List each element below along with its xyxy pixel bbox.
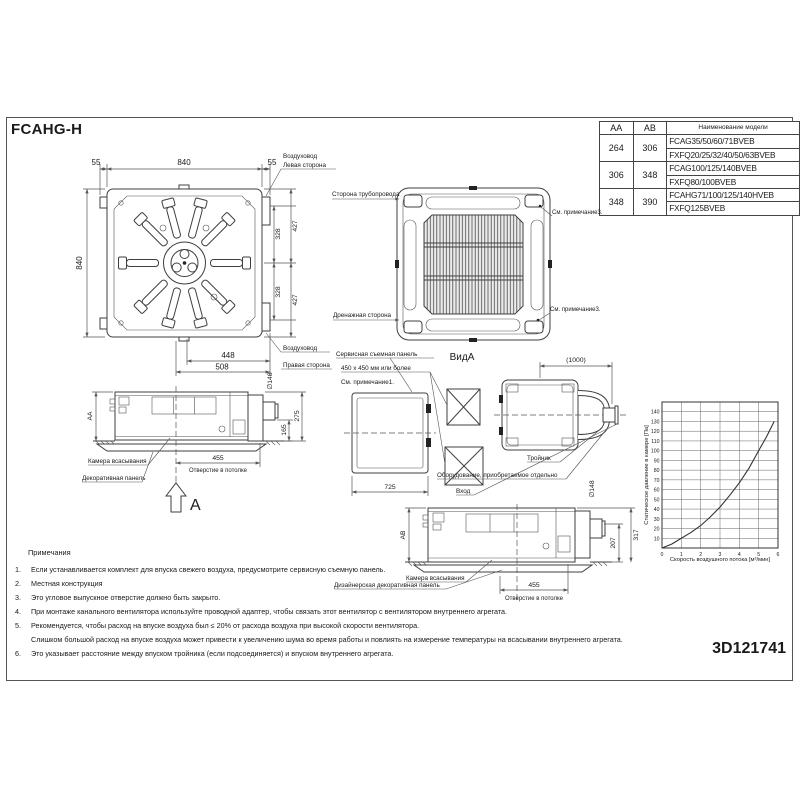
label-tee: Тройник (527, 455, 551, 462)
dim-725: 725 (384, 484, 396, 491)
fan-curve (662, 421, 774, 548)
col-header-ab: AB (633, 122, 667, 135)
label-service-size: 450 x 450 мм или более (341, 365, 411, 372)
dim-455-ab: 455 (528, 582, 540, 589)
label-suction-ab: Камера всасывания (406, 575, 465, 582)
chart-y-tick: 90 (653, 458, 660, 465)
note-number: 5. (15, 621, 21, 630)
top-view-drawing (75, 153, 336, 376)
model-name: FCAG100/125/140BVEB (667, 162, 800, 175)
note-text: Слишком большой расход на впуске воздуха может привести к увеличению шума во время работы и повлиять на измерение температуры на всасывании внутреннего агрегата. (31, 635, 623, 644)
fan-rotor (119, 198, 251, 329)
label-equipment: Оборудование, приобретаемое отдельно (437, 472, 558, 479)
model-dim-value: 348 (600, 189, 634, 216)
dim-840-top: 840 (177, 158, 191, 167)
chart-x-tick: 5 (757, 552, 761, 558)
tee-outlet (603, 408, 615, 422)
dim-1000: (1000) (566, 357, 586, 364)
label-service-panel: Сервисная съемная панель (336, 351, 418, 358)
duct-flange (263, 402, 275, 420)
note-item (15, 594, 645, 602)
view-a-caption: ВидA (449, 352, 475, 363)
label-inlet: Вход (456, 488, 471, 495)
note-text: Если устанавливается комплект для впуска свежего воздуха, предусмотрите сервисную съемную панель. (31, 565, 386, 574)
note-item (15, 566, 645, 574)
notes-section (15, 548, 645, 664)
chart-x-axis-label: Скорость воздушного потока [м³/мин] (669, 557, 771, 563)
label-ceiling-hole-aa: Отверстие в потолке (188, 468, 248, 474)
model-dim-value: 306 (600, 162, 634, 189)
section-aa-drawing (82, 372, 306, 514)
label-duct-right-1: Воздуховод (283, 345, 318, 352)
chart-x-tick: 3 (718, 552, 722, 558)
notes-heading: Примечания (28, 548, 71, 557)
label-duct-left-2: Левая сторона (283, 162, 327, 169)
drawing-title: FCAHG-H (11, 121, 83, 138)
dim-455-aa: 455 (212, 455, 224, 462)
chart-y-tick: 70 (653, 477, 660, 484)
note-item (15, 650, 645, 658)
view-a-drawing (332, 186, 603, 363)
label-decor-panel: Декоративная панель (82, 475, 146, 482)
fan-curve-chart (644, 402, 780, 563)
note-item (15, 636, 645, 644)
note-text: При монтаже канального вентилятора используйте проводной адаптер, чтобы связать этот вентилятор с вентилятором внутреннего агрегата. (31, 607, 508, 616)
chart-y-tick: 140 (650, 409, 660, 416)
dim-317: 317 (633, 529, 640, 541)
tee-inlet-drawing (437, 357, 628, 498)
col-header-aa: AA (600, 122, 634, 135)
dim-427-lower: 427 (292, 294, 299, 306)
note-text: Рекомендуется, чтобы расход на впуске воздуха был ≤ 20% от расхода воздуха при высокой скорости вентилятора. (31, 621, 420, 630)
note-item (15, 580, 645, 588)
col-header-model: Наименование модели (667, 122, 800, 135)
dim-165: 165 (281, 424, 288, 436)
note-number: 1. (15, 565, 21, 574)
decor-panel-shape (97, 444, 266, 451)
chart-y-tick: 120 (650, 429, 660, 436)
label-see-note3-top: См. примечание3. (552, 210, 603, 216)
model-dim-value: 390 (633, 189, 667, 216)
dim-55-left: 55 (91, 158, 101, 167)
note-number: 2. (15, 579, 21, 588)
label-designer-panel: Дизайнерская декоративная панель (334, 582, 440, 589)
duct-flange-right-side (262, 303, 270, 331)
dim-55-right: 55 (267, 158, 277, 167)
model-dim-value: 348 (633, 162, 667, 189)
air-outlet-top (426, 197, 520, 209)
model-dim-value: 264 (600, 135, 634, 162)
label-drain-side: Дренажная сторона (333, 312, 392, 319)
duct-flange-left-side (262, 197, 270, 225)
air-outlet-left (404, 220, 416, 310)
chart-x-tick: 1 (679, 552, 683, 558)
dim-840-left: 840 (75, 256, 84, 270)
chart-y-tick: 80 (653, 468, 660, 475)
view-direction-arrow-icon (166, 483, 186, 512)
chart-y-tick: 10 (653, 536, 660, 543)
chart-y-axis-label: Статическое давление в камере [Па] (644, 425, 650, 525)
model-name: FCAHG71/100/125/140HVEB (667, 189, 800, 202)
chart-y-tick: 40 (653, 507, 660, 514)
duct-flange-ab (590, 519, 602, 538)
label-suction-aa: Камера всасывания (88, 458, 147, 465)
dim-dia148-ab: ∅148 (589, 480, 596, 498)
note-number (15, 636, 31, 644)
dim-dia148-aa: ∅148 (267, 372, 274, 390)
model-name: FXFQ20/25/32/40/50/63BVEB (667, 148, 800, 161)
air-outlet-bottom (426, 319, 520, 331)
suction-grille (424, 215, 523, 314)
label-duct-right-2: Правая сторона (283, 362, 330, 369)
document-number: 3D121741 (712, 640, 786, 657)
dim-ab: АВ (400, 530, 407, 540)
view-a-letter: A (190, 497, 201, 514)
model-dim-value: 306 (633, 135, 667, 162)
chart-x-tick: 4 (737, 552, 741, 558)
air-outlet-right (531, 220, 543, 310)
note-item (15, 622, 645, 630)
chart-y-tick: 50 (653, 497, 660, 504)
dim-328-upper: 328 (275, 228, 282, 240)
dim-275: 275 (294, 410, 301, 422)
chart-x-tick: 0 (660, 552, 664, 558)
model-name: FCAG35/50/60/71BVEB (667, 135, 800, 148)
dim-207: 207 (610, 537, 617, 549)
note-number: 4. (15, 607, 21, 616)
chart-y-tick: 60 (653, 487, 660, 494)
note-text: Это указывает расстояние между впуском тройника (если подсоединяется) и впуском внутреннего агрегата. (31, 649, 394, 658)
label-ceiling-hole-ab: Отверстие в потолке (504, 596, 564, 602)
chart-x-tick: 2 (699, 552, 703, 558)
label-piping-side: Сторона трубопровода (332, 191, 400, 198)
duct-housing (248, 395, 263, 441)
dim-427-upper: 427 (292, 220, 299, 232)
note-number: 6. (15, 649, 21, 658)
note-text: Местная конструкция (31, 579, 103, 588)
label-see-note1: См. примечание1. (341, 379, 394, 386)
note-text: Это угловое выпускное отверстие должно быть закрыто. (31, 593, 221, 602)
label-see-note3-bottom: См. примечание3. (550, 307, 601, 313)
chart-x-tick: 6 (776, 552, 780, 558)
dim-448: 448 (221, 351, 235, 360)
note-item (15, 608, 645, 616)
chart-y-tick: 20 (653, 526, 660, 533)
hanger-bracket (100, 197, 107, 208)
chart-y-tick: 30 (653, 516, 660, 523)
model-name: FXFQ125BVEB (667, 202, 800, 215)
chart-y-tick: 110 (651, 438, 660, 445)
dim-aa: AA (87, 411, 94, 421)
chart-y-tick: 100 (650, 448, 660, 455)
chart-y-tick: 130 (650, 419, 660, 426)
note-number: 3. (15, 593, 21, 602)
model-name: FXFQ80/100BVEB (667, 175, 800, 188)
hanger-bracket (100, 318, 107, 329)
dim-328-lower: 328 (275, 286, 282, 298)
dim-508: 508 (215, 362, 229, 372)
label-duct-left-1: Воздуховод (283, 153, 318, 160)
